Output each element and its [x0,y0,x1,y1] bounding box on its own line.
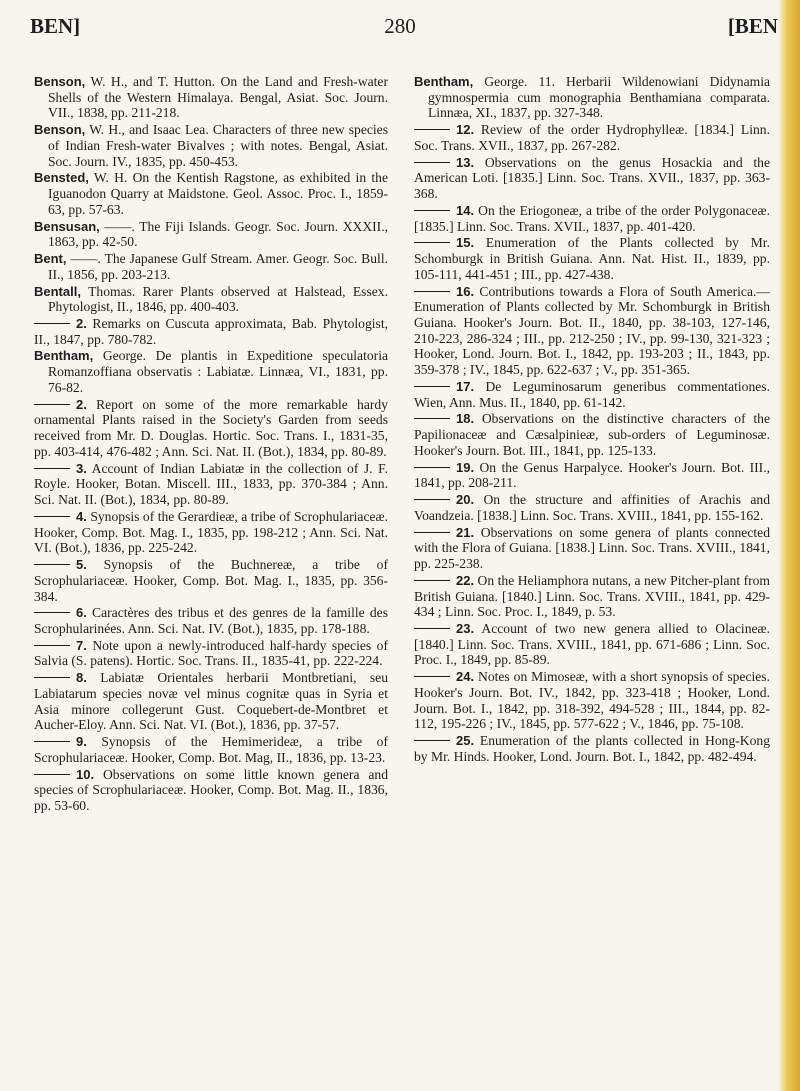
entry-text: Enumeration of the Plants collected by Mr. Schomburgk in British Guiana. Ann. Nat. Hist. II., 1839, pp. 105-111, 441-451 ; III., pp. 427-438. [414,235,770,282]
bibliography-entry [34,74,388,121]
bibliography-entry [414,492,770,523]
entry-text: Review of the order Hydrophylleæ. [1834.] Linn. Soc. Trans. XVII., 1837, pp. 267-282. [414,122,770,153]
entry-number: 17. [456,378,475,394]
entry-text: Synopsis of the Hemimerideæ, a tribe of Scrophulariaceæ. Hooker, Comp. Bot. Mag, II., 1836, pp. 13-23. [34,734,388,765]
entry-text: Caractères des tribus et des genres de la famille des Scrophularinées. Ann. Sci. Nat. IV. (Bot.), 1835, pp. 178-188. [34,605,388,636]
bibliography-entry [414,122,770,153]
entry-number: 24. [456,669,475,685]
entry-number: 2. [76,316,87,332]
right-column [414,74,770,766]
bibliography-entry [414,411,770,458]
entry-text: Account of two new genera allied to Olacineæ. [1840.] Linn. Soc. Trans. XVIII., 1841, pp. 671-686 ; Linn. Soc. Proc. I., 1849, pp. 85-89. [414,620,770,668]
entry-text: George. De plantis in Expeditione speculatoria Romanzoffiana observatis : Labiatæ. Linnæa, VI., 1831, pp. 76-82. [48,348,388,395]
entry-number: 21. [456,524,475,540]
entry-text: Report on some of the more remarkable hardy ornamental Plants raised in the Society's Garden from seeds received from Mr. D. Douglas. Hortic. Soc. Trans. I., 1831-35, pp. 403-414, 476-482 ; Ann. Sci. Nat. II. (Bot.), 1834, pp. 80-89. [34,396,388,459]
bibliography-entry [414,733,770,764]
entry-text: De Leguminosarum generibus commentationes. Wien, Ann. Mus. II., 1840, pp. 61-142. [414,378,770,410]
entry-text: On the Heliamphora nutans, a new Pitcher-plant from British Guiana. [1840.] Linn. Soc. Trans. XVIII., 1841, pp. 429-434 ; Linn. Soc. Proc. I., 1849, p. 53. [414,572,770,620]
entry-author: Benson, [34,74,86,89]
bibliography-entry [414,235,770,282]
entry-author: Bensusan, [34,218,100,234]
bibliography-entry [34,397,388,460]
entry-text: Observations on the genus Hosackia and the American Loti. [1835.] Linn. Soc. Trans. XVII., 1837, pp. 363-368. [414,154,770,202]
bibliography-entry [34,219,388,250]
running-head-right: [BEN [727,14,778,38]
entry-number: 5. [76,557,87,573]
bibliography-entry [414,203,770,234]
entry-author: Bensted, [34,170,89,186]
entry-author: Bentham, [34,348,94,364]
entry-text: Labiatæ Orientales herbarii Montbretiani, seu Labiatarum species novæ vel minus cognitæ quas in Syria et Asia minore collegerunt Gust. Coquebert-de-Montbret et Aucher-Eloy. Ann. Sci. Nat. VI. (Bot.), 1836, pp. 37-57. [34,670,388,733]
entry-text: Observations on the distinctive characters of the Papilionaceæ and Cæsalpinieæ, sub-orders of Leguminosæ. Hooker's Journ. Bot. III., 1841, pp. 125-133. [414,411,770,458]
entry-text: W. H., and Isaac Lea. Characters of three new species of Indian Fresh-water Bivalves ; with notes. Bengal, Asiat. Soc. Journ. IV., 1835, pp. 450-453. [48,122,388,169]
bibliography-entry [34,316,388,347]
bibliography-entry [34,170,388,217]
entry-number: 2. [76,396,87,412]
entry-number: 25. [456,733,475,749]
page-number: 280 [384,14,416,38]
entry-text: Observations on some genera of plants connected with the Flora of Guiana. [1838.] Linn. Soc. Trans. XVIII., 1841, pp. 225-238. [414,524,770,572]
entry-text: On the Genus Harpalyce. Hooker's Journ. Bot. III., 1841, pp. 208-211. [414,459,770,491]
bibliography-entry [34,767,388,814]
entry-number: 12. [456,122,475,138]
entry-number: 20. [456,492,475,508]
entry-author: Benson, [34,122,86,138]
bibliography-entry [34,734,388,765]
entry-number: 22. [456,572,475,588]
entry-number: 9. [76,734,87,750]
entry-number: 13. [456,154,475,170]
entry-author: Bentall, [34,283,81,299]
entry-text: Synopsis of the Buchnereæ, a tribe of Scrophulariaceæ. Hooker, Comp. Bot. Mag. I., 1835, pp. 356-384. [34,557,388,604]
entry-text: Observations on some little known genera and species of Scrophulariaceæ. Hooker, Comp. Bot. Mag. II., 1836, pp. 53-60. [34,766,388,814]
entry-number: 18. [456,411,475,427]
entry-number: 3. [76,460,87,476]
bibliography-entry [34,348,388,395]
entry-text: Notes on Mimoseæ, with a short synopsis of species. Hooker's Journ. Bot. IV., 1842, pp. 323-418 ; Hooker, Lond. Journ. Bot. I., 1842, pp. 318-392, 494-528 ; III., 1844, pp. 82-112, 195-226 ; IV., 1845, pp. 577-622 ; V., 1846, pp. 75-108. [414,669,770,732]
entry-number: 4. [76,508,87,524]
entry-text: Note upon a newly-introduced half-hardy species of Salvia (S. patens). Hortic. Soc. Trans. II., 1835-41, pp. 222-224. [34,637,388,669]
bibliography-entry [414,573,770,620]
entry-text: Account of Indian Labiatæ in the collection of J. F. Royle. Hooker, Botan. Miscell. III., 1833, pp. 370-384 ; Ann. Sci. Nat. II. (Bot.), 1834, pp. 80-89. [34,460,388,508]
entry-text: ——. The Japanese Gulf Stream. Amer. Geogr. Soc. Bull. II., 1856, pp. 203-213. [48,251,388,282]
bibliography-entry [414,621,770,668]
bibliography-entry [414,155,770,202]
entry-number: 6. [76,605,87,621]
bibliography-entry [414,669,770,732]
bibliography-entry [34,638,388,669]
bibliography-entry [414,284,770,378]
entry-number: 15. [456,235,475,251]
entry-number: 8. [76,670,87,686]
bibliography-entry [34,509,388,556]
bibliography-entry [414,525,770,572]
entry-text: Remarks on Cuscuta approximata, Bab. Phytologist, II., 1847, pp. 780-782. [34,316,388,347]
entry-text: ——. The Fiji Islands. Geogr. Soc. Journ. XXXII., 1863, pp. 42-50. [48,218,388,250]
entry-text: On the Eriogoneæ, a tribe of the order Polygonaceæ. [1835.] Linn. Soc. Trans. XVII., 1837, pp. 401-420. [414,202,770,234]
bibliography-entry [34,670,388,733]
entry-text: On the structure and affinities of Arachis and Voandzeia. [1838.] Linn. Soc. Trans. XVIII., 1841, pp. 155-162. [414,492,770,523]
entry-text: Synopsis of the Gerardieæ, a tribe of Scrophulariaceæ. Hooker, Comp. Bot. Mag. I., 1835, pp. 198-212 ; Ann. Sci. Nat. VI. (Bot.), 1836, pp. 225-242. [34,508,388,556]
bibliography-entry [414,379,770,410]
bibliography-entry [34,284,388,315]
entry-number: 14. [456,202,475,218]
page-header [22,14,778,42]
left-column [34,74,388,815]
bibliography-entry [34,251,388,282]
bibliography-entry [34,605,388,636]
entry-author: Bent, [34,251,67,267]
entry-author: Bentham, [414,74,474,89]
bibliography-entry [414,460,770,491]
entry-number: 19. [456,459,475,475]
running-head-left: BEN] [30,14,81,38]
bibliography-entry [34,461,388,508]
entry-text: Thomas. Rarer Plants observed at Halstead, Essex. Phytologist, II., 1846, pp. 400-403. [48,283,388,315]
entry-text: Enumeration of the plants collected in Hong-Kong by Mr. Hinds. Hooker, Lond. Journ. Bot. I., 1842, pp. 482-494. [414,733,770,764]
page-edge [778,0,800,1091]
entry-text: George. 11. Herbarii Wildenowiani Didynamia gymnospermia cum monographia Benthamiana comparata. Linnæa, XI., 1837, pp. 327-348. [428,74,770,121]
entry-text: W. H. On the Kentish Ragstone, as exhibited in the Iguanodon Quarry at Maidstone. Geol. Assoc. Proc. I., 1859-63, pp. 57-63. [48,170,388,217]
entry-number: 23. [456,620,475,636]
entry-number: 10. [76,766,95,782]
bibliography-entry [414,74,770,121]
entry-text: Contributions towards a Flora of South America.—Enumeration of Plants collected by Mr. Schomburgk in British Guiana. Hooker's Journ. Bot. II., 1840, pp. 38-103, 127-146, 210-223, 286-324 ; III., pp. 212-250 ; IV., pp. 99-130, 321-323 ; Hooker, Lond. Journ. Bot. I., 1842, pp. 193-203 ; II., 1843, pp. 359-378 ; IV., 1845, pp. 622-637 ; V., pp. 351-365. [414,283,770,378]
entry-number: 7. [76,637,87,653]
entry-text: W. H., and T. Hutton. On the Land and Fresh-water Shells of the Western Himalaya. Bengal, Asiat. Soc. Journ. VII., 1838, pp. 211-218. [48,74,388,121]
bibliography-entry [34,122,388,169]
bibliography-entry [34,557,388,604]
entry-number: 16. [456,283,475,299]
